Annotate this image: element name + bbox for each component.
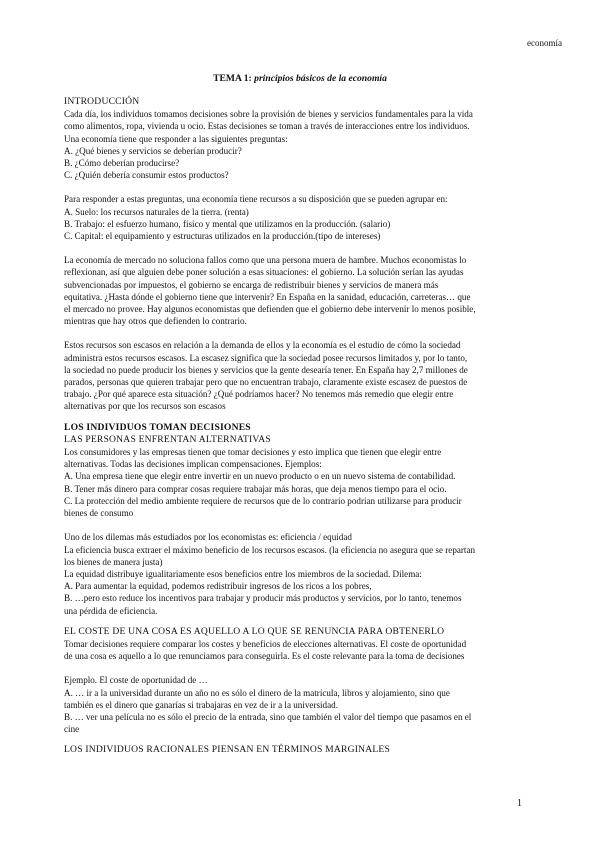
text-line: parados, personas que quieren trabajar pero que no encuentran trabajo, claramente existe escasez de puestos de bbox=[64, 377, 468, 388]
text-line: cine bbox=[64, 724, 80, 735]
text-line: bienes de consumo bbox=[64, 508, 134, 519]
list-item: B. Trabajo: el esfuerzo humano, físico y mental que utilizamos en la producción. (salario) bbox=[64, 218, 391, 229]
text-line: Para responder a estas preguntas, una economía tiene recursos a su disposición que se pueden agrupar en: bbox=[64, 194, 448, 205]
heading-decisions: LOS INDIVIDUOS TOMAN DECISIONES bbox=[64, 421, 251, 433]
text-line: alternativas por que los recursos son escasos bbox=[64, 401, 226, 412]
text-line: también es el dinero que ganarías si trabajaras en vez de ir a la universidad. bbox=[64, 699, 338, 710]
text-line: Ejemplo. El coste de oportunidad de … bbox=[64, 675, 208, 686]
spacer bbox=[64, 617, 534, 626]
text-line: equitativa. ¿Hasta dónde el gobierno tiene que intervenir? En España en la sanidad, educación, carreteras… que bbox=[64, 291, 471, 302]
spacer bbox=[64, 242, 534, 254]
text-line: La eficiencia busca extraer el máximo beneficio de los recursos escasos. (la eficiencia no asegura que se repartan bbox=[64, 544, 476, 555]
text-line: una pérdida de eficiencia. bbox=[64, 605, 158, 616]
heading-marginal: LOS INDIVIDUOS RACIONALES PIENSAN EN TÉRMINOS MARGINALES bbox=[64, 744, 391, 756]
text-line: mientras que hay otros que defienden lo contrario. bbox=[64, 316, 247, 327]
text-line: el mercado no provee. Hay algunos economistas que defienden que el gobierno debe intervenir lo menos posible, bbox=[64, 304, 476, 315]
text-line: Tomar decisiones requiere comparar los costes y beneficios de elecciones alternativas. El coste de oportunidad bbox=[64, 638, 467, 649]
list-item: A. ¿Qué bienes y servicios se deberían producir? bbox=[64, 145, 242, 156]
text-line: Estos recursos son escasos en relación a la demanda de ellos y la economía es el estudio de cómo la sociedad bbox=[64, 340, 461, 351]
text-line: La equidad distribuye igualitariamente esos beneficios entre los miembros de la sociedad. Dilema: bbox=[64, 568, 422, 579]
list-item: C. Capital: el equipamiento y estructuras utilizados en la producción.(tipo de intereses) bbox=[64, 231, 381, 242]
list-item: A. Para aumentar la equidad, podemos redistribuir ingresos de los ricos a los pobres, bbox=[64, 581, 372, 592]
list-item: A. Una empresa tiene que elegir entre invertir en un nuevo producto o en un nuevo sistema de contabilidad. bbox=[64, 471, 456, 482]
text-line: alternativas. Todas las decisiones implican compensaciones. Ejemplos: bbox=[64, 459, 322, 470]
text-line: La economía de mercado no soluciona fallos como que una persona muera de hambre. Muchos economistas lo bbox=[64, 255, 467, 266]
text-line: Cada día, los individuos tomamos decisiones sobre la provisión de bienes y servicios fundamentales para la vida bbox=[64, 109, 473, 120]
paragraph-scarcity bbox=[64, 339, 534, 412]
list-item: B. … ver una película no es sólo el precio de la entrada, sino que también el valor del tiempo que pasamos en el bbox=[64, 711, 472, 722]
spacer bbox=[64, 413, 534, 422]
page-number: 1 bbox=[517, 798, 522, 809]
paragraph-intro bbox=[64, 108, 534, 181]
paragraph-dilemma bbox=[64, 531, 534, 616]
heading-opportunity-cost: EL COSTE DE UNA COSA ES AQUELLO A LO QUE SE RENUNCIA PARA OBTENERLO bbox=[64, 625, 445, 637]
paragraph-example bbox=[64, 674, 534, 735]
paragraph-market bbox=[64, 254, 534, 327]
title-emphasis: principios básicos de la economía bbox=[254, 73, 387, 84]
list-item: A. … ir a la universidad durante un año no es sólo el dinero de la matrícula, libros y alojamiento, sino que bbox=[64, 687, 450, 698]
paragraph-cost bbox=[64, 638, 534, 662]
spacer bbox=[64, 662, 534, 674]
text-line: reflexionan, así que alguien debe poner solución a esas situaciones: el gobierno. La solución serían las ayudas bbox=[64, 267, 464, 278]
page-title bbox=[0, 73, 600, 84]
spacer bbox=[64, 519, 534, 531]
text-line: Uno de los dilemas más estudiados por los economistas es: eficiencia / equidad bbox=[64, 532, 352, 543]
text-line: de una cosa es aquello a lo que renunciamos para conseguirla. Es el coste relevante para la toma de decisiones bbox=[64, 651, 465, 662]
list-item: B. …pero esto reduce los incentivos para trabajar y producir más productos y servicios, por lo tanto, tenemos bbox=[64, 593, 462, 604]
heading-alternatives: LAS PERSONAS ENFRENTAN ALTERNATIVAS bbox=[64, 433, 271, 445]
text-line: Una economía tiene que responder a las siguientes preguntas: bbox=[64, 133, 288, 144]
text-line: trabajo. ¿Por qué aparece esta situación? ¿Qué podríamos hacer? No tenemos más remedio que elegir entre bbox=[64, 389, 454, 400]
document-body bbox=[64, 96, 534, 757]
text-line: como alimentos, ropa, vivienda u ocio. Estas decisiones se toman a través de interacciones entre los individuos. bbox=[64, 121, 470, 132]
header-subject: economía bbox=[527, 38, 562, 48]
list-item: C. ¿Quién debería consumir estos productos? bbox=[64, 170, 229, 181]
spacer bbox=[64, 735, 534, 744]
paragraph-resources bbox=[64, 193, 534, 242]
heading-introduccion: INTRODUCCIÓN bbox=[64, 96, 140, 107]
text-line: administra estos recursos escasos. La escasez significa que la sociedad posee recursos limitados y, por lo tanto, bbox=[64, 352, 468, 363]
title-prefix: TEMA 1: bbox=[213, 73, 255, 84]
list-item: B. ¿Cómo deberían producirse? bbox=[64, 158, 180, 169]
spacer bbox=[64, 181, 534, 193]
list-item: A. Suelo: los recursos naturales de la tierra. (renta) bbox=[64, 206, 249, 217]
text-line: subvencionadas por impuestos, el gobierno se encarga de redistribuir bienes y servicios de manera más bbox=[64, 279, 439, 290]
text-line: la sociedad no puede producir los bienes y servicios que la gente desearía tener. En España hay 2,7 millones de bbox=[64, 364, 468, 375]
text-line: Los consumidores y las empresas tienen que tomar decisiones y esto implica que tienen que elegir entre bbox=[64, 447, 442, 458]
text-line: los bienes de manera justa) bbox=[64, 556, 163, 567]
list-item: C. La protección del medio ambiente requiere de recursos que de lo contrario podrían utilizarse para producir bbox=[64, 495, 462, 506]
paragraph-alternatives bbox=[64, 446, 534, 519]
list-item: B. Tener más dinero para comprar cosas requiere trabajar más horas, que deja menos tiempo para el ocio. bbox=[64, 483, 447, 494]
spacer bbox=[64, 327, 534, 339]
